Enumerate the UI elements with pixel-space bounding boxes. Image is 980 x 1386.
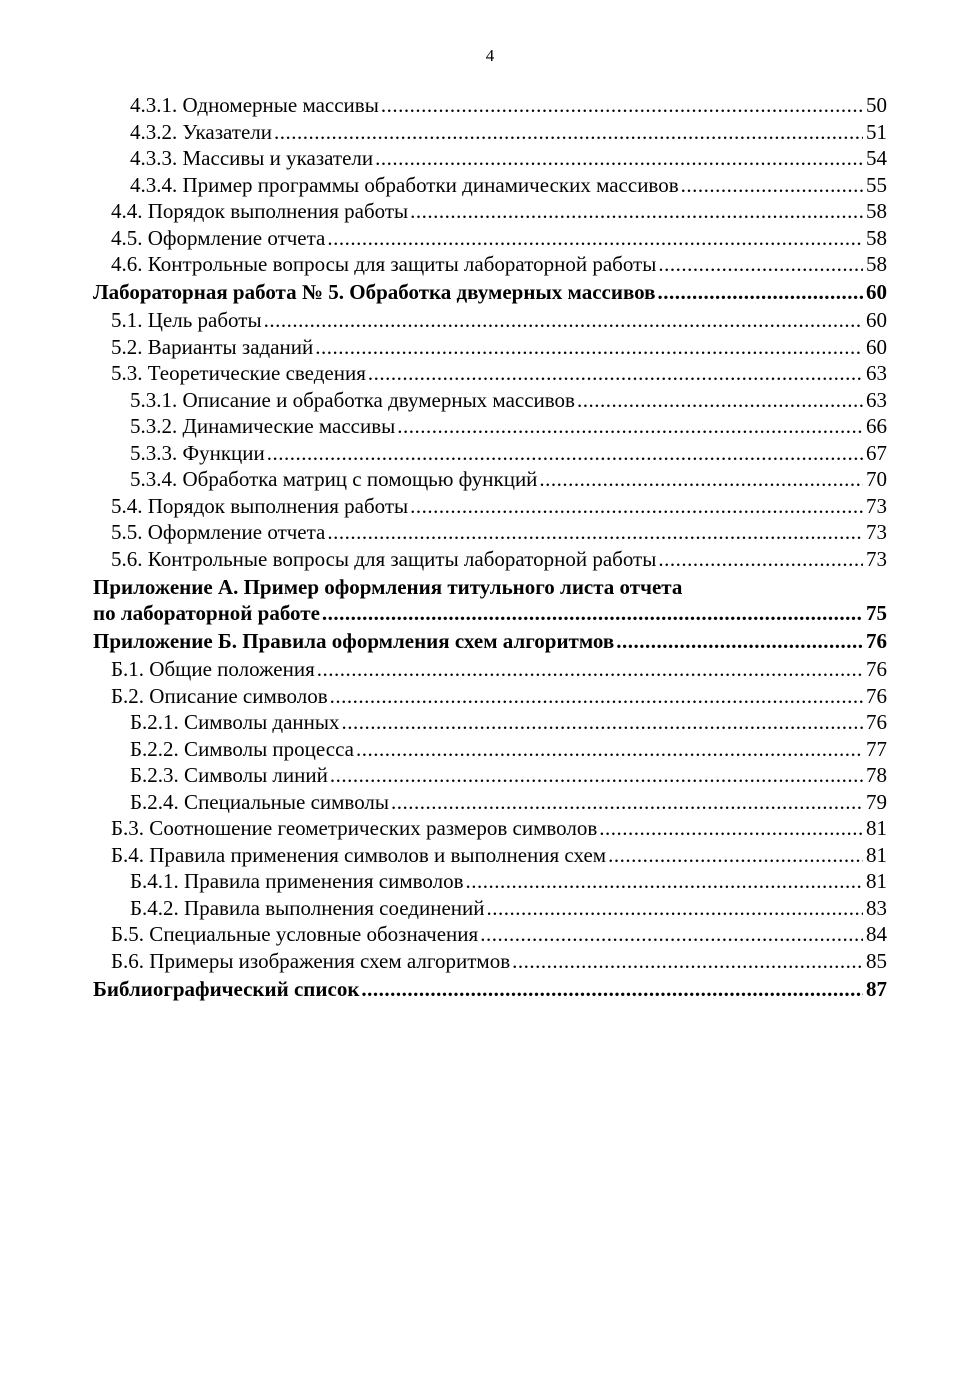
toc-dot-leader bbox=[342, 709, 863, 736]
toc-entry-title: Б.2.4. Специальные символы bbox=[130, 789, 390, 814]
toc-entry bbox=[93, 466, 887, 493]
toc-entry bbox=[93, 709, 887, 736]
toc-entry-page: 76 bbox=[866, 657, 887, 681]
toc-dot-leader bbox=[317, 656, 863, 683]
toc-entry-title: 5.3.3. Функции bbox=[130, 440, 265, 465]
toc-entry bbox=[93, 334, 887, 361]
toc-entry-title: Б.2.3. Символы линий bbox=[130, 763, 328, 787]
toc-entry bbox=[93, 387, 887, 414]
toc-entry-title: 5.3.4. Обработка матриц с помощью функций bbox=[130, 467, 538, 491]
toc-dot-leader bbox=[267, 440, 863, 467]
toc-entry-page: 75 bbox=[866, 601, 887, 625]
toc-entry-page: 83 bbox=[866, 895, 887, 920]
toc-entry bbox=[93, 546, 887, 573]
toc-entry-page: 70 bbox=[866, 467, 887, 491]
toc-entry-page: 76 bbox=[866, 629, 887, 653]
toc-entry bbox=[93, 600, 887, 627]
toc-entry bbox=[93, 145, 887, 172]
toc-entry-page: 78 bbox=[866, 763, 887, 787]
toc-entry bbox=[93, 251, 887, 278]
toc-entry-title: 5.3.1. Описание и обработка двумерных массивов bbox=[130, 387, 575, 412]
toc-entry bbox=[93, 198, 887, 225]
toc-dot-leader bbox=[512, 948, 863, 975]
toc-entry bbox=[93, 92, 887, 119]
toc-entry-title: Б.2. Описание символов bbox=[111, 683, 328, 708]
toc-entry-page: 60 bbox=[866, 280, 887, 304]
toc-dot-leader bbox=[375, 145, 863, 172]
toc-dot-leader bbox=[657, 279, 863, 306]
toc-entry-title: 5.6. Контрольные вопросы для защиты лабораторной работы bbox=[111, 546, 657, 571]
toc-entry-title: Лабораторная работа № 5. Обработка двумерных массивов bbox=[93, 280, 656, 304]
toc-dot-leader bbox=[315, 334, 863, 361]
toc-entry-page: 66 bbox=[866, 414, 887, 438]
toc-entry-title: 4.3.4. Пример программы обработки динамических массивов bbox=[130, 172, 679, 197]
toc-entry bbox=[93, 440, 887, 467]
toc-entry-title: Библиографический список bbox=[93, 976, 360, 1001]
toc-entry bbox=[93, 519, 887, 546]
toc-entry bbox=[93, 279, 887, 306]
toc-entry bbox=[93, 868, 887, 895]
toc-dot-leader bbox=[577, 387, 863, 414]
toc-dot-leader bbox=[381, 92, 863, 119]
toc-dot-leader bbox=[322, 600, 863, 627]
toc-entry bbox=[93, 976, 887, 1003]
toc-entry-page: 81 bbox=[866, 816, 887, 840]
toc-dot-leader bbox=[658, 546, 863, 573]
toc-entry-title: Б.2.2. Символы процесса bbox=[130, 736, 354, 761]
toc-entry-title: Б.6. Примеры изображения схем алгоритмов bbox=[111, 948, 511, 973]
toc-dot-leader bbox=[616, 628, 863, 655]
toc-entry bbox=[93, 172, 887, 199]
toc-entry-title: Приложение А. Пример оформления титульного листа отчета bbox=[93, 574, 683, 599]
toc-entry-page: 58 bbox=[866, 225, 887, 250]
toc-entry-page: 76 bbox=[866, 683, 887, 708]
toc-entry-title: 4.5. Оформление отчета bbox=[111, 225, 326, 250]
toc-dot-leader bbox=[410, 493, 863, 520]
toc-entry-page: 73 bbox=[866, 493, 887, 518]
toc-entry-page: 85 bbox=[866, 948, 887, 973]
toc-dot-leader bbox=[397, 413, 863, 440]
toc-entry-title: 5.4. Порядок выполнения работы bbox=[111, 493, 409, 518]
toc-entry-title: 4.3.1. Одномерные массивы bbox=[130, 93, 379, 117]
toc-entry-page: 79 bbox=[866, 789, 887, 814]
toc-entry-title: Б.4.2. Правила выполнения соединений bbox=[130, 895, 485, 920]
toc-entry-title: 5.3. Теоретические сведения bbox=[111, 361, 366, 385]
toc-entry-page: 54 bbox=[866, 146, 887, 170]
toc-entry-page: 73 bbox=[866, 546, 887, 571]
toc-entry-page: 58 bbox=[866, 199, 887, 223]
toc-entry-title: Б.3. Соотношение геометрических размеров символов bbox=[111, 816, 598, 840]
toc-dot-leader bbox=[410, 198, 863, 225]
toc-entry bbox=[93, 493, 887, 520]
toc-entry-page: 51 bbox=[866, 119, 887, 144]
toc-dot-leader bbox=[599, 815, 863, 842]
toc-entry bbox=[93, 815, 887, 842]
toc-entry-title: Б.1. Общие положения bbox=[111, 657, 315, 681]
toc-dot-leader bbox=[539, 466, 863, 493]
toc-entry-page: 63 bbox=[866, 361, 887, 385]
toc-dot-leader bbox=[466, 868, 863, 895]
toc-entry-title: Б.5. Специальные условные обозначения bbox=[111, 922, 479, 946]
toc-dot-leader bbox=[368, 360, 863, 387]
toc-entry-title: 5.5. Оформление отчета bbox=[111, 520, 326, 544]
toc-entry-page: 58 bbox=[866, 252, 887, 276]
toc-entry bbox=[93, 683, 887, 710]
toc-entry-title: 4.3.3. Массивы и указатели bbox=[130, 146, 374, 170]
toc-entry-page: 60 bbox=[866, 334, 887, 359]
toc-entry-page: 73 bbox=[866, 520, 887, 544]
toc-entry bbox=[93, 895, 887, 922]
toc-entry bbox=[93, 789, 887, 816]
toc-entry bbox=[93, 413, 887, 440]
toc-entry-title: по лабораторной работе bbox=[93, 601, 320, 625]
toc-entry bbox=[93, 656, 887, 683]
toc-entry-page: 76 bbox=[866, 710, 887, 734]
toc-dot-leader bbox=[480, 921, 863, 948]
toc-entry bbox=[93, 736, 887, 763]
toc-entry bbox=[93, 360, 887, 387]
toc-entry bbox=[93, 574, 887, 601]
toc-entry-page: 77 bbox=[866, 736, 887, 761]
toc-dot-leader bbox=[658, 251, 863, 278]
toc-entry-page: 81 bbox=[866, 842, 887, 867]
toc-dot-leader bbox=[330, 762, 863, 789]
toc-dot-leader bbox=[608, 842, 863, 869]
toc-entry bbox=[93, 948, 887, 975]
toc-dot-leader bbox=[681, 172, 863, 199]
toc-entry-title: Б.4.1. Правила применения символов bbox=[130, 869, 464, 893]
toc-entry bbox=[93, 225, 887, 252]
toc-entry-page: 67 bbox=[866, 440, 887, 465]
toc-dot-leader bbox=[391, 789, 863, 816]
toc-dot-leader bbox=[356, 736, 863, 763]
toc-dot-leader bbox=[361, 976, 863, 1003]
toc-dot-leader bbox=[486, 895, 863, 922]
toc-entry bbox=[93, 628, 887, 655]
toc-dot-leader bbox=[264, 307, 863, 334]
toc-entry bbox=[93, 307, 887, 334]
toc-dot-leader bbox=[327, 519, 863, 546]
toc-entry-title: Приложение Б. Правила оформления схем алгоритмов bbox=[93, 629, 615, 653]
toc-entry-title: 5.1. Цель работы bbox=[111, 308, 262, 332]
toc-dot-leader bbox=[330, 683, 863, 710]
toc-entry-page: 63 bbox=[866, 387, 887, 412]
page-number: 4 bbox=[485, 46, 495, 65]
toc-entry-page: 60 bbox=[866, 308, 887, 332]
toc-entry-page: 55 bbox=[866, 172, 887, 197]
toc-entry-title: 5.2. Варианты заданий bbox=[111, 334, 314, 359]
toc-entry-page: 81 bbox=[866, 869, 887, 893]
toc-entry-title: 4.6. Контрольные вопросы для защиты лабораторной работы bbox=[111, 252, 657, 276]
toc-entry bbox=[93, 762, 887, 789]
toc-entry-title: Б.4. Правила применения символов и выполнения схем bbox=[111, 842, 607, 867]
toc-entry-page: 84 bbox=[866, 922, 887, 946]
toc-entry-title: 5.3.2. Динамические массивы bbox=[130, 414, 396, 438]
toc-entry-title: Б.2.1. Символы данных bbox=[130, 710, 340, 734]
toc-dot-leader bbox=[274, 119, 863, 146]
table-of-contents bbox=[93, 92, 887, 1004]
toc-entry-page: 87 bbox=[866, 976, 887, 1001]
toc-entry-page: 50 bbox=[866, 93, 887, 117]
toc-entry-title: 4.3.2. Указатели bbox=[130, 119, 273, 144]
toc-entry bbox=[93, 842, 887, 869]
toc-entry bbox=[93, 921, 887, 948]
toc-entry bbox=[93, 119, 887, 146]
toc-entry-title: 4.4. Порядок выполнения работы bbox=[111, 199, 409, 223]
toc-dot-leader bbox=[327, 225, 863, 252]
